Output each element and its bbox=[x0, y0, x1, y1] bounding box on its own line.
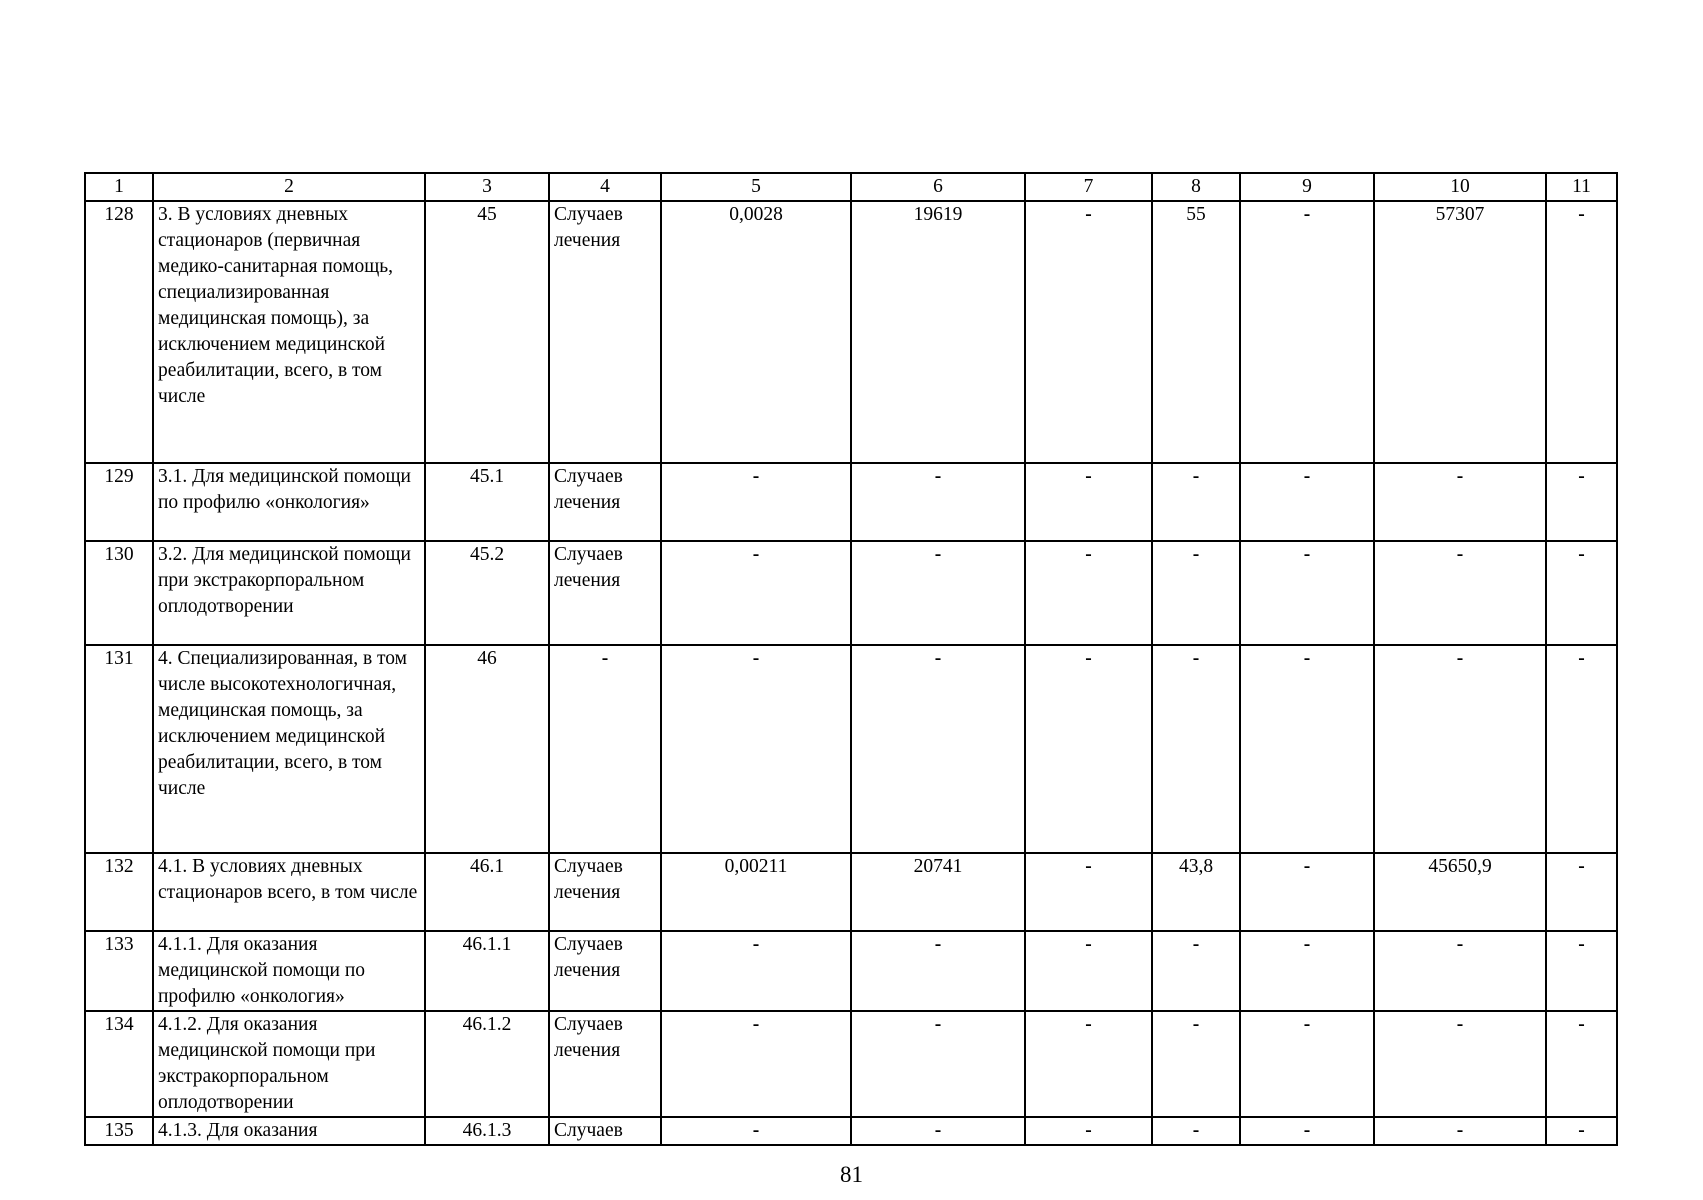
table-row bbox=[85, 853, 1617, 931]
value-cell: - bbox=[1546, 541, 1617, 645]
line-code-cell: 46.1 bbox=[425, 853, 549, 931]
value-cell: - bbox=[1240, 541, 1374, 645]
value-cell: - bbox=[1374, 541, 1546, 645]
table-header-row bbox=[85, 173, 1617, 201]
value-cell: - bbox=[851, 1011, 1025, 1117]
value-cell: - bbox=[1374, 931, 1546, 1011]
value-cell: - bbox=[661, 931, 851, 1011]
row-number-cell: 135 bbox=[85, 1117, 153, 1145]
value-cell: - bbox=[1025, 201, 1152, 463]
value-cell: - bbox=[1025, 645, 1152, 853]
unit-cell: Случаев лечения bbox=[549, 931, 661, 1011]
column-header: 11 bbox=[1546, 173, 1617, 201]
line-code-cell: 46 bbox=[425, 645, 549, 853]
table-row bbox=[85, 1117, 1617, 1145]
value-cell: - bbox=[851, 463, 1025, 541]
value-cell: - bbox=[1374, 1117, 1546, 1145]
column-header: 6 bbox=[851, 173, 1025, 201]
unit-cell: Случаев bbox=[549, 1117, 661, 1145]
value-cell: 19619 bbox=[851, 201, 1025, 463]
value-cell: - bbox=[1546, 931, 1617, 1011]
value-cell: - bbox=[1374, 645, 1546, 853]
unit-cell: Случаев лечения bbox=[549, 201, 661, 463]
table-row bbox=[85, 463, 1617, 541]
value-cell: - bbox=[1152, 463, 1240, 541]
value-cell: 43,8 bbox=[1152, 853, 1240, 931]
value-cell: 45650,9 bbox=[1374, 853, 1546, 931]
indicator-name-cell: 4.1. В условиях дневных стационаров всего, в том числе bbox=[153, 853, 425, 931]
value-cell: - bbox=[1240, 1117, 1374, 1145]
value-cell: - bbox=[1240, 1011, 1374, 1117]
value-cell: 0,0028 bbox=[661, 201, 851, 463]
column-header: 1 bbox=[85, 173, 153, 201]
column-header: 5 bbox=[661, 173, 851, 201]
value-cell: - bbox=[1546, 853, 1617, 931]
unit-cell: Случаев лечения bbox=[549, 1011, 661, 1117]
column-header: 3 bbox=[425, 173, 549, 201]
value-cell: - bbox=[1152, 645, 1240, 853]
value-cell: - bbox=[1152, 541, 1240, 645]
value-cell: - bbox=[1152, 1011, 1240, 1117]
column-header: 2 bbox=[153, 173, 425, 201]
value-cell: 55 bbox=[1152, 201, 1240, 463]
value-cell: - bbox=[1025, 1117, 1152, 1145]
value-cell: 57307 bbox=[1374, 201, 1546, 463]
value-cell: - bbox=[661, 1117, 851, 1145]
row-number-cell: 131 bbox=[85, 645, 153, 853]
line-code-cell: 46.1.2 bbox=[425, 1011, 549, 1117]
value-cell: 20741 bbox=[851, 853, 1025, 931]
column-header: 7 bbox=[1025, 173, 1152, 201]
value-cell: - bbox=[1025, 463, 1152, 541]
line-code-cell: 46.1.1 bbox=[425, 931, 549, 1011]
value-cell: - bbox=[1240, 931, 1374, 1011]
table-row bbox=[85, 541, 1617, 645]
line-code-cell: 45.1 bbox=[425, 463, 549, 541]
value-cell: - bbox=[661, 463, 851, 541]
row-number-cell: 128 bbox=[85, 201, 153, 463]
value-cell: - bbox=[1374, 1011, 1546, 1117]
indicator-name-cell: 4.1.3. Для оказания bbox=[153, 1117, 425, 1145]
value-cell: - bbox=[851, 1117, 1025, 1145]
indicator-name-cell: 4.1.2. Для оказания медицинской помощи при экстракорпоральном оплодотворении bbox=[153, 1011, 425, 1117]
table-row bbox=[85, 1011, 1617, 1117]
value-cell: - bbox=[1152, 931, 1240, 1011]
value-cell: - bbox=[1025, 931, 1152, 1011]
value-cell: - bbox=[1546, 1011, 1617, 1117]
value-cell: - bbox=[1546, 645, 1617, 853]
value-cell: - bbox=[851, 645, 1025, 853]
value-cell: - bbox=[1240, 645, 1374, 853]
value-cell: - bbox=[851, 541, 1025, 645]
row-number-cell: 134 bbox=[85, 1011, 153, 1117]
row-number-cell: 132 bbox=[85, 853, 153, 931]
indicator-name-cell: 4. Специализированная, в том числе высокотехнологичная, медицинская помощь, за исключением медицинской реабилитации, всего, в том числе bbox=[153, 645, 425, 853]
value-cell: - bbox=[851, 931, 1025, 1011]
column-header: 9 bbox=[1240, 173, 1374, 201]
value-cell: - bbox=[1546, 201, 1617, 463]
table-row bbox=[85, 201, 1617, 463]
line-code-cell: 45.2 bbox=[425, 541, 549, 645]
column-header: 10 bbox=[1374, 173, 1546, 201]
row-number-cell: 129 bbox=[85, 463, 153, 541]
value-cell: - bbox=[1025, 1011, 1152, 1117]
value-cell: - bbox=[1025, 541, 1152, 645]
column-header: 8 bbox=[1152, 173, 1240, 201]
indicator-name-cell: 4.1.1. Для оказания медицинской помощи по профилю «онкология» bbox=[153, 931, 425, 1011]
value-cell: - bbox=[1240, 201, 1374, 463]
table-row bbox=[85, 931, 1617, 1011]
indicator-name-cell: 3.2. Для медицинской помощи при экстракорпоральном оплодотворении bbox=[153, 541, 425, 645]
row-number-cell: 133 bbox=[85, 931, 153, 1011]
column-header: 4 bbox=[549, 173, 661, 201]
value-cell: - bbox=[1240, 463, 1374, 541]
value-cell: - bbox=[1025, 853, 1152, 931]
line-code-cell: 46.1.3 bbox=[425, 1117, 549, 1145]
value-cell: - bbox=[661, 1011, 851, 1117]
value-cell: - bbox=[661, 541, 851, 645]
page-number: 81 bbox=[840, 1162, 863, 1187]
value-cell: - bbox=[1546, 1117, 1617, 1145]
indicator-name-cell: 3. В условиях дневных стационаров (первичная медико-санитарная помощь, специализированная медицинская помощь), за исключением медицинской реабилитации, всего, в том числе bbox=[153, 201, 425, 463]
unit-cell: - bbox=[549, 645, 661, 853]
row-number-cell: 130 bbox=[85, 541, 153, 645]
value-cell: - bbox=[1240, 853, 1374, 931]
line-code-cell: 45 bbox=[425, 201, 549, 463]
value-cell: - bbox=[661, 645, 851, 853]
indicator-name-cell: 3.1. Для медицинской помощи по профилю «онкология» bbox=[153, 463, 425, 541]
unit-cell: Случаев лечения bbox=[549, 463, 661, 541]
value-cell: - bbox=[1152, 1117, 1240, 1145]
unit-cell: Случаев лечения bbox=[549, 853, 661, 931]
table-row bbox=[85, 645, 1617, 853]
value-cell: - bbox=[1546, 463, 1617, 541]
value-cell: - bbox=[1374, 463, 1546, 541]
data-table bbox=[84, 172, 1618, 1146]
unit-cell: Случаев лечения bbox=[549, 541, 661, 645]
value-cell: 0,00211 bbox=[661, 853, 851, 931]
